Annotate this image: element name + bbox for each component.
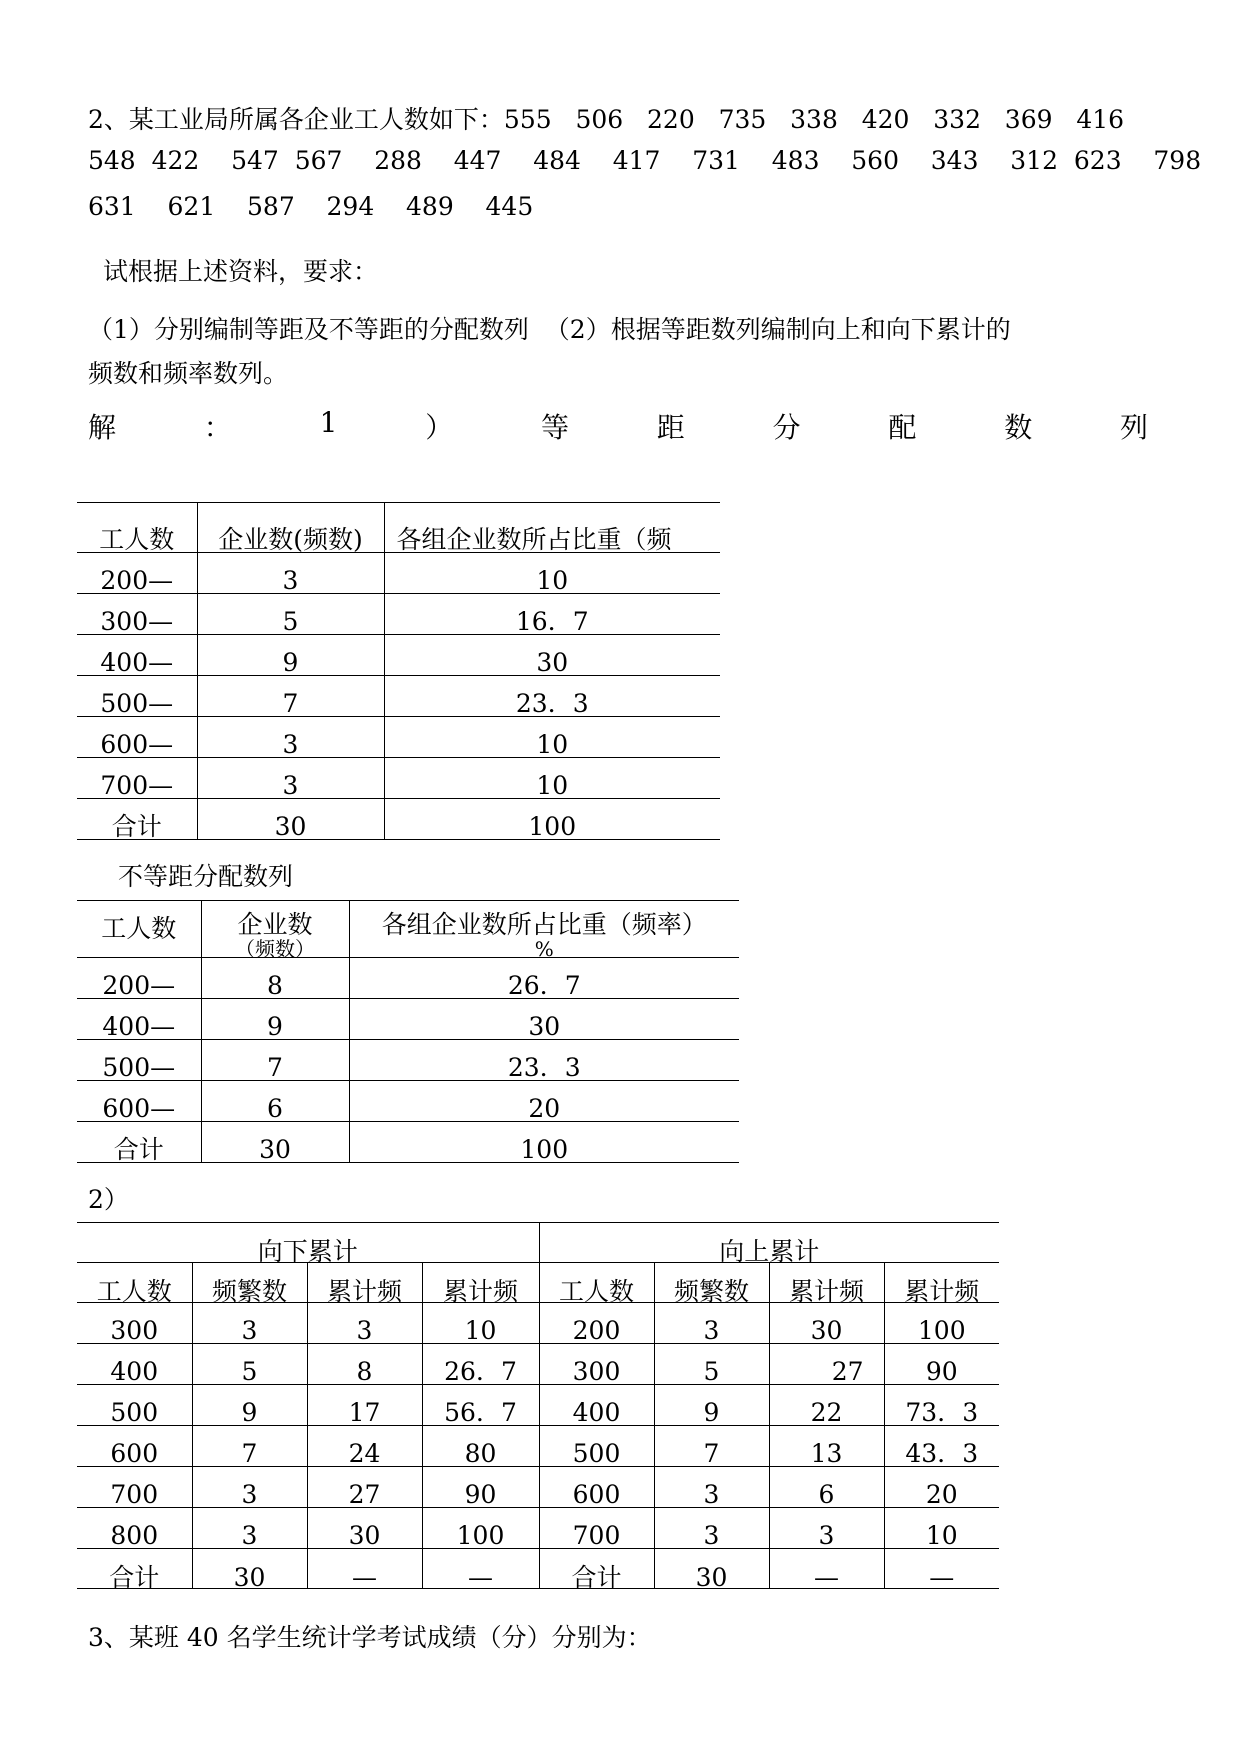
table-cell: 10 [384,717,720,758]
table-cell: 合计 [77,799,197,840]
heading-char: 距 [656,411,685,444]
table-cell: 3 [192,1467,307,1508]
header-cell [349,901,739,961]
table-cell: 3 [654,1303,769,1344]
table-cell: 100 [422,1508,539,1549]
header-cell: 工人数 [77,901,201,958]
table-cell: 800 [77,1508,192,1549]
table-row [77,1040,739,1081]
table-header-row [77,1263,999,1303]
table-cell: 3 [307,1303,422,1344]
heading-char: 配 [888,411,917,444]
heading-char: 列 [1119,411,1148,444]
equal-interval-table [77,502,720,840]
table-cell: 56．7 [422,1385,539,1426]
table-cell: — [884,1549,999,1589]
table-cell: 24 [307,1426,422,1467]
table-row [77,1303,999,1344]
table-cell: 30 [384,635,720,676]
table-cell: 80 [422,1426,539,1467]
table-row [77,1081,739,1122]
unequal-table-title: 不等距分配数列 [118,862,294,891]
header-cell: 工人数 [539,1263,654,1303]
table-cell: 43．3 [884,1426,999,1467]
table-cell: 10 [884,1508,999,1549]
table-cell: 9 [197,635,384,676]
header-line: 企业数 [237,910,313,939]
heading-char: 解 [88,411,117,444]
table-cell: 3 [654,1467,769,1508]
table-cell: 16．7 [384,594,720,635]
requirement-line2: 频数和频率数列。 [88,359,289,388]
table-cell: 100 [349,1122,739,1163]
header-cell: 累计频 [307,1263,422,1303]
table-cell: 30 [349,999,739,1040]
table-cell: 3 [197,758,384,799]
heading-char: 等 [541,411,570,444]
table-cell: 26．7 [422,1344,539,1385]
table-cell: — [769,1549,884,1589]
table-cell: 600— [77,717,197,758]
table-row [77,553,720,594]
table-row [77,1385,999,1426]
table-cell: — [307,1549,422,1589]
heading-char: 数 [1004,411,1033,444]
table-row [77,676,720,717]
table-cell: 10 [422,1303,539,1344]
table-cell: 500 [539,1426,654,1467]
table-cell: 17 [307,1385,422,1426]
table-cell: 600— [77,1081,201,1122]
table-cell: 10 [384,758,720,799]
header-line: % [534,937,554,961]
table-cell: 500— [77,676,197,717]
table-cell: 400— [77,635,197,676]
table-cell: 90 [884,1344,999,1385]
header-cell: 企业数(频数) [197,503,384,553]
header-cell: 累计频 [422,1263,539,1303]
table-cell: 200— [77,553,197,594]
table-cell: 26．7 [349,958,739,999]
table-cell: 9 [192,1385,307,1426]
table-cell: 3 [769,1508,884,1549]
header-cell: 工人数 [77,503,197,553]
table-cell: 90 [422,1467,539,1508]
table-cell: 100 [384,799,720,840]
table-cell: 合计 [77,1122,201,1163]
group-header-up: 向上累计 [539,1223,999,1263]
header-cell [201,901,349,961]
table-cell: 6 [201,1081,349,1122]
table-cell: 200 [539,1303,654,1344]
heading-char: ） [425,411,454,444]
table-cell: 700— [77,758,197,799]
table-cell: 700 [77,1467,192,1508]
group-header-down: 向下累计 [77,1223,539,1263]
table-cell: 6 [769,1467,884,1508]
table-cell: 20 [349,1081,739,1122]
table-cell: 73．3 [884,1385,999,1426]
table-cell: 22 [769,1385,884,1426]
cumulative-table [77,1222,999,1592]
header-cell: 频繁数 [192,1263,307,1303]
heading-char: 分 [772,411,801,444]
table-cell: 27 [769,1344,884,1385]
table-cell: 500 [77,1385,192,1426]
heading-char: 1 [319,406,338,439]
table-cell: 10 [384,553,720,594]
table-cell: 700 [539,1508,654,1549]
table-cell: 合计 [539,1549,654,1589]
table-cell: 100 [884,1303,999,1344]
header-cell: 累计频 [769,1263,884,1303]
table-cell: 5 [192,1344,307,1385]
table-row [77,999,739,1040]
requirement-line1: （1）分别编制等距及不等距的分配数列 （2）根据等距数列编制向上和向下累计的 [88,315,1011,344]
table-cell: 30 [769,1303,884,1344]
header-cell: 频繁数 [654,1263,769,1303]
table-cell: 30 [201,1122,349,1163]
table-row [77,958,739,999]
table-cell: 300— [77,594,197,635]
table-cell: 7 [192,1426,307,1467]
table-cell: 500— [77,1040,201,1081]
table-cell: 9 [654,1385,769,1426]
table-cell: 200— [77,958,201,999]
table-header-row [77,901,739,958]
header-line: 各组企业数所占比重（频率） [381,910,707,939]
table-cell: 3 [192,1303,307,1344]
solution-heading [88,406,1148,446]
table-cell: 3 [197,553,384,594]
table-cell: 7 [197,676,384,717]
table-cell: 23．3 [349,1040,739,1081]
table-total-row [77,1122,739,1163]
table-cell: 13 [769,1426,884,1467]
table-row [77,1344,999,1385]
table-header-row [77,503,720,553]
table-cell: 400— [77,999,201,1040]
table-cell: 7 [201,1040,349,1081]
problem2-line1: 2、某工业局所属各企业工人数如下：555 506 220 735 338 420 332 369 416 [88,105,1125,134]
table-cell: 20 [884,1467,999,1508]
heading-char: ： [203,411,232,444]
table-row [77,594,720,635]
table-cell: 合计 [77,1549,192,1589]
table-cell: 600 [539,1467,654,1508]
header-cell: 累计频 [884,1263,999,1303]
table-cell: 5 [197,594,384,635]
table-cell: 400 [539,1385,654,1426]
part2-label: 2） [88,1185,129,1214]
table-cell: 400 [77,1344,192,1385]
table-cell: 3 [197,717,384,758]
table-cell: 7 [654,1426,769,1467]
table-cell: 8 [201,958,349,999]
table-cell: 3 [192,1508,307,1549]
table-cell: 5 [654,1344,769,1385]
unequal-interval-table [77,900,739,1163]
table-cell: 30 [654,1549,769,1589]
table-cell: — [422,1549,539,1589]
instruction: 试根据上述资料，要求： [103,257,379,286]
table-row [77,1508,999,1549]
table-cell: 9 [201,999,349,1040]
problem3-text: 3、某班 40 名学生统计学考试成绩（分）分别为： [88,1623,652,1652]
group-header-row [77,1223,999,1263]
table-cell: 30 [197,799,384,840]
table-cell: 300 [77,1303,192,1344]
header-cell: 工人数 [77,1263,192,1303]
header-line: （频数） [235,937,315,961]
table-cell: 30 [192,1549,307,1589]
table-cell: 300 [539,1344,654,1385]
table-total-row [77,1549,999,1589]
table-cell: 3 [654,1508,769,1549]
header-cell: 各组企业数所占比重（频 [384,503,720,553]
table-cell: 23．3 [384,676,720,717]
table-total-row [77,799,720,840]
table-row [77,758,720,799]
table-row [77,1426,999,1467]
table-cell: 600 [77,1426,192,1467]
table-row [77,717,720,758]
table-row [77,1467,999,1508]
table-row [77,635,720,676]
table-cell: 30 [307,1508,422,1549]
table-cell: 27 [307,1467,422,1508]
problem2-line2: 548 422 547 567 288 447 484 417 731 483 560 343 312 623 798 [88,146,1202,175]
problem2-line3: 631 621 587 294 489 445 [88,192,534,221]
table-cell: 8 [307,1344,422,1385]
